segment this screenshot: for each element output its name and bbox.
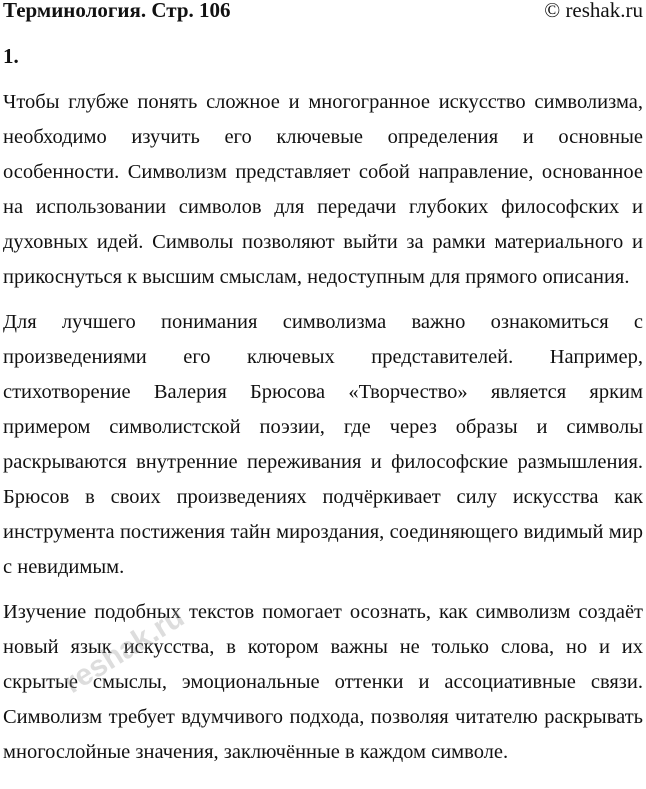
answer-text: [3, 85, 643, 780]
paragraph-1: Чтобы глубже понять сложное и многогранное искусство символизма, необходимо изучить его ключевые определения и основные особенности. Символизм представляет собой направление, основанное на использовании символов для передачи глубоких философских и духовных идей. Символы позволяют выйти за рамки материального и прикоснуться к высшим смыслам, недоступным для прямого описания.: [3, 91, 643, 288]
page-title: Терминология. Стр. 106: [3, 0, 231, 22]
page-header: [3, 0, 643, 24]
site-credit: © reshak.ru: [544, 0, 643, 22]
watermark: reshak.ru: [58, 600, 191, 700]
paragraph-3: Изучение подобных текстов помогает осознать, как символизм создаёт новый язык искусства, в котором важны не только слова, но и их скрытые смыслы, эмоциональные оттенки и ассоциативные связи. Символизм требует вдумчивого подхода, позволяя читателю раскрывать многослойные значения, заключённые в каждом символе.: [3, 601, 643, 763]
paragraph-2: Для лучшего понимания символизма важно ознакомиться с произведениями его ключевых представителей. Например, стихотворение Валерия Брюсова «Творчество» является ярким примером символистской поэзии, где через образы и символы раскрываются внутренние переживания и философские размышления. Брюсов в своих произведениях подчёркивает силу искусства как инструмента постижения тайн мироздания, соединяющего видимый мир с невидимым.: [3, 311, 643, 578]
task-number: 1.: [3, 44, 19, 68]
